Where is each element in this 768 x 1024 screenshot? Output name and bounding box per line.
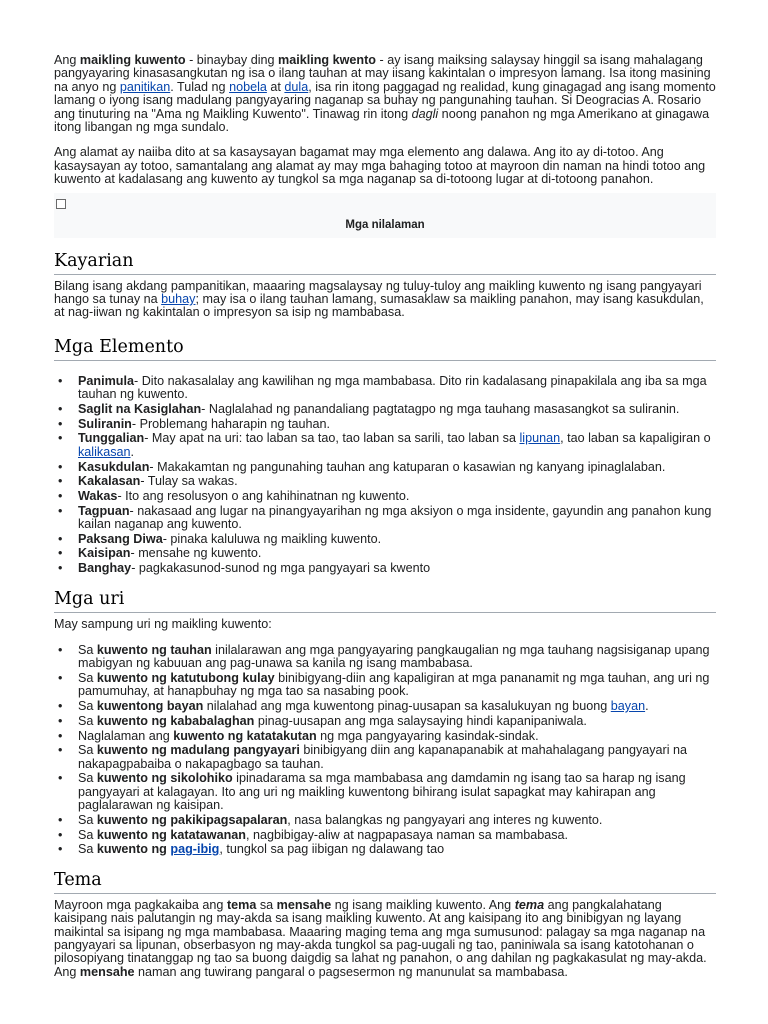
element-desc: - Problemang haharapin ng tauhan.: [131, 416, 331, 431]
term-tema-italic: tema: [514, 897, 545, 912]
uri-term: kuwento ng tauhan: [96, 642, 212, 657]
text-run: Sa: [78, 827, 97, 842]
element-term: Saglit na Kasiglahan: [78, 401, 202, 416]
element-desc: - Makakamtan ng pangunahing tauhan ang katuparan o kasawian ng kanyang ipinaglalaban.: [149, 459, 666, 474]
link-lipunan[interactable]: lipunan: [519, 431, 561, 446]
element-term: Banghay: [78, 561, 132, 576]
text-run: - ay isang maiksing salaysay hinggil sa isang mahalagang pangyayaring kinasasangkutan ng isa o ilang tauhan at may iisang kakintalan o impresyon lamang. Isa itong masining na anyo ng: [54, 53, 711, 94]
term-maikling-kuwento: maikling kuwento: [79, 53, 186, 67]
heading-kayarian: Kayarian: [54, 250, 716, 275]
uri-term: kuwento ng madulang pangyayari: [96, 743, 300, 758]
link-dula[interactable]: dula: [284, 79, 309, 94]
text-run: sa: [256, 897, 277, 912]
text-run: at: [266, 79, 285, 94]
section-elemento: [54, 336, 716, 576]
uri-desc: , nagbibigay-aliw at nagpapasaya naman sa mambabasa.: [245, 827, 569, 842]
list-item: [54, 475, 716, 488]
list-item: [54, 672, 716, 699]
element-desc: - pinaka kaluluwa ng maikling kuwento.: [162, 531, 382, 546]
section-mga-uri: [54, 588, 716, 857]
alamat-paragraph: Ang alamat ay naiiba dito at sa kasaysayan bagamat may mga elemento ang dalawa. Ang ito ay di-totoo. Ang kasaysayan ay totoo, samantalang ang alamat ay may mga bahaging totoo at mayroon din naman na hindi totoo ang kuwento at kadalasang ang kuwento ay tungkol sa mga naganap sa di-totoong lugar at di-totoong panahon.: [54, 145, 706, 187]
uri-desc: .: [645, 699, 649, 714]
text-run: ; may isa o ilang tauhan lamang, sumasaklaw sa maikling panahon, may isang kasukdulan, at nag-iiwan ng kakintalan o impresyon sa isip ng mambabasa.: [54, 292, 704, 320]
element-term: Paksang Diwa: [78, 531, 163, 546]
text-run: Sa: [78, 671, 97, 686]
element-term: Suliranin: [78, 416, 132, 431]
element-desc: - nakasaad ang lugar na pinangyayarihan ng mga aksiyon o mga insidente, gayundin ang panahon kung kailan naganap ang kuwento.: [78, 503, 712, 532]
text-run: kuwento ng: [96, 842, 171, 857]
element-term: Tunggalian: [78, 431, 145, 446]
element-desc: - pagkakasunod-sunod ng mga pangyayari sa kwento: [131, 561, 431, 576]
uri-term: kuwentong bayan: [96, 699, 204, 714]
text-run: ang pangkalahatang kaisipang nais palutangin ng may-akda sa isang maikling kuwento. At ang kaisipang ito ang binibigyan ng layang maikintal sa isipang ng mga mambabasa. Maaaring maging tema ang mga sumusunod: palagay sa mga naganap na pangyayari sa lipunan, obserbasyon ng may-akda tungkol sa pag-uugali ng tao, paniniwala sa isang katotohanan o pilosopiyang tinatanggap ng tao sa buong daigdig sa lahat ng panahon, o ang dahilan ng pagkakasulat ng may-akda. Ang: [54, 897, 707, 979]
element-desc: , tao laban sa kapaligiran o: [560, 431, 711, 446]
table-of-contents: [54, 193, 716, 238]
list-item: [54, 700, 716, 713]
text-run: , isa rin itong paggagad ng realidad, kung ginagagad ang isang momento lamang o iyong isang madulang pangyayaring naganap sa buhay ng pangunahing tauhan. Si Deogracias A. Rosario ang tinuturing na "Ama ng Maikling Kuwento". Tinawag rin itong: [54, 79, 716, 121]
element-desc: - Dito nakasalalay ang kawilihan ng mga mambabasa. Dito rin kadalasang pinapakilala ang iba sa mga tauhan ng kuwento.: [78, 373, 707, 402]
term-maikling-kwento: maikling kwento: [278, 53, 376, 67]
text-run: ng isang maikling kuwento. Ang: [331, 897, 515, 912]
element-desc: - Tulay sa wakas.: [140, 474, 238, 489]
uri-term: kuwento ng katatawanan: [96, 827, 246, 842]
uri-desc: ng mga pangyayaring kasindak-sindak.: [316, 728, 539, 743]
tema-paragraph: [54, 899, 716, 979]
uri-desc: pinag-uusapan ang mga salaysaying hindi kapanipaniwala.: [254, 713, 587, 728]
list-item: [54, 533, 716, 546]
element-desc: .: [130, 444, 135, 459]
link-nobela[interactable]: nobela: [229, 79, 267, 94]
text-run: Sa: [78, 699, 97, 714]
link-bayan[interactable]: bayan: [610, 699, 646, 714]
element-term: Kasukdulan: [78, 459, 150, 474]
toc-title: Mga nilalaman: [345, 218, 425, 231]
element-term: Panimula: [78, 373, 134, 388]
list-item: [54, 505, 716, 532]
uri-desc: binibigyang diin ang kapanapanabik at mahahalagang pangyayari na nakapagpabaiba o nakapagbago sa tauhan.: [78, 743, 688, 771]
list-item: [54, 375, 716, 402]
uri-list: [54, 644, 716, 857]
element-term: Tagpuan: [78, 503, 130, 518]
section-tema: [54, 869, 716, 979]
text-run: Sa: [78, 812, 97, 827]
text-run: Sa: [78, 771, 97, 786]
uri-lead: May sampung uri ng maikling kuwento:: [54, 616, 272, 631]
uri-desc: , nasa balangkas ng pangyayari ang interes ng kuwento.: [287, 812, 603, 827]
elemento-list: [54, 375, 716, 576]
term-mensahe: mensahe: [276, 897, 332, 912]
list-item: [54, 829, 716, 842]
term-tema: tema: [226, 897, 257, 912]
uri-term: kuwento ng sikolohiko: [96, 771, 233, 786]
term-dagli: dagli: [411, 106, 439, 121]
uri-term: kuwento ng kababalaghan: [96, 713, 255, 728]
uri-desc: inilalarawan ang mga pangyayaring pangkaugalian ng mga tauhang nagsisiganap upang mabigyan ng kabuuan ang pag-unawa sa kanila ng isang mambabasa.: [78, 642, 710, 671]
uri-desc: ipinadarama sa mga mambabasa ang damdamin ng isang tao sa harap ng isang pangyayari at kalagayan. Ito ang uri ng maikling kuwentong bihirang isulat sapagkat may kahirapan ang paglalarawan ng kaisipan.: [78, 771, 686, 813]
uri-term: kuwento ng katatakutan: [173, 728, 317, 743]
link-panitikan[interactable]: panitikan: [119, 79, 171, 94]
text-run: noong panahon ng mga Amerikano at ginagawa itong libangan ng mga sundalo.: [54, 106, 710, 135]
list-item: [54, 432, 716, 459]
list-item: [54, 490, 716, 503]
text-run: Sa: [78, 842, 97, 857]
list-item: [54, 744, 716, 771]
heading-tema: Tema: [54, 869, 716, 894]
article-content: [54, 54, 716, 979]
list-item: [54, 772, 716, 812]
text-run: naman ang tuwirang pangaral o pagsesermon ng manunulat sa mambabasa.: [134, 964, 568, 979]
element-desc: - Ito ang resolusyon o ang kahihinatnan ng kuwento.: [117, 488, 410, 503]
text-run: Sa: [78, 642, 97, 657]
text-run: Sa: [78, 713, 97, 728]
section-kayarian: [54, 250, 716, 320]
text-run: Sa: [78, 743, 97, 758]
uri-term: kuwento ng katutubong kulay: [96, 671, 275, 686]
list-item: [54, 715, 716, 728]
text-run: . Tulad ng: [170, 79, 230, 94]
list-item: [54, 730, 716, 743]
element-term: Kaisipan: [78, 546, 131, 561]
element-term: Kakalasan: [78, 474, 141, 489]
text-run: - binaybay ding: [185, 53, 279, 67]
uri-desc: binibigyang-diin ang kapaligiran at mga pananamit ng mga tauhan, ang uri ng pamumuhay, at hanapbuhay ng mga tao sa nasabing pook.: [78, 671, 710, 699]
element-desc: - Naglalahad ng panandaliang pagtatagpo ng mga tauhang masasangkot sa suliranin.: [201, 401, 680, 416]
element-desc: - mensahe ng kuwento.: [130, 546, 262, 561]
text-run: Bilang isang akdang pampanitikan, maaaring magsalaysay ng tuluy-tuloy ang maikling kuwento ng isang pangyayari hango sa tunay na: [54, 278, 702, 307]
uri-desc: , tungkol sa pag iibigan ng dalawang tao: [219, 842, 445, 857]
link-pag-ibig[interactable]: pag-ibig: [170, 842, 220, 857]
kayarian-paragraph: [54, 280, 716, 320]
toc-toggle-checkbox[interactable]: [56, 199, 66, 209]
list-item: [54, 461, 716, 474]
text-run: Naglalaman ang: [78, 728, 174, 743]
list-item: [54, 644, 716, 671]
list-item: [54, 403, 716, 416]
text-run: Mayroon mga pagkakaiba ang: [54, 897, 227, 912]
heading-mga-uri: Mga uri: [54, 588, 716, 613]
element-term: Wakas: [78, 488, 118, 503]
element-desc: - May apat na uri: tao laban sa tao, tao laban sa sarili, tao laban sa: [144, 431, 520, 446]
uri-term: kuwento ng pakikipagsapalaran: [96, 812, 288, 827]
uri-term: [97, 842, 219, 856]
heading-mga-elemento: Mga Elemento: [54, 336, 716, 361]
text-run: Ang: [54, 53, 80, 67]
term-mensahe: mensahe: [79, 964, 135, 979]
list-item: [54, 562, 716, 575]
list-item: [54, 547, 716, 560]
list-item: [54, 814, 716, 827]
link-buhay[interactable]: buhay: [161, 292, 196, 307]
uri-desc: nilalahad ang mga kuwentong pinag-uusapan sa kasalukuyan ng buong: [203, 699, 611, 714]
link-kalikasan[interactable]: kalikasan: [78, 444, 131, 459]
list-item: [54, 418, 716, 431]
intro-paragraph: [54, 54, 716, 134]
list-item: [54, 843, 716, 856]
